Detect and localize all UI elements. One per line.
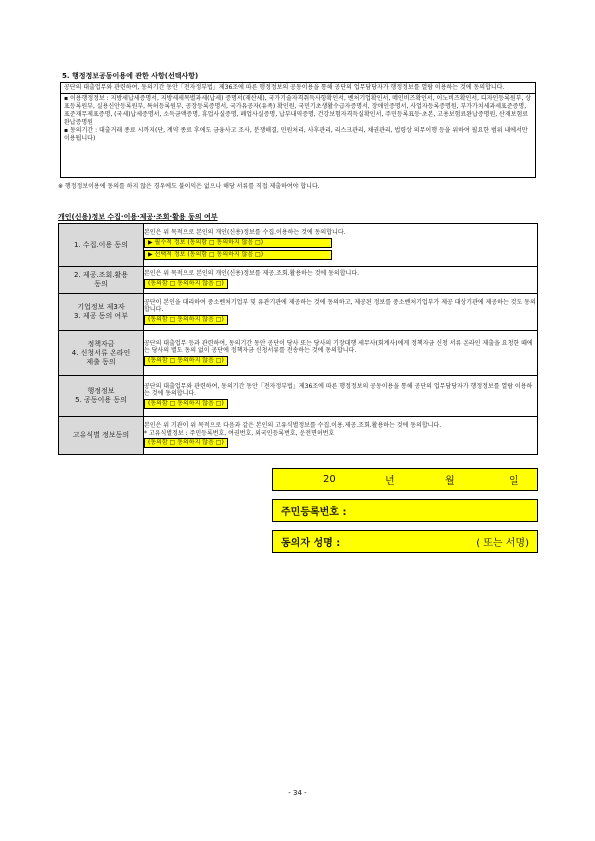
section5-note: ※ 행정정보이용에 동의를 하지 않은 경우에도 불이익은 없으나 해당 서류를 직접 제출하여야 합니다.: [58, 183, 320, 190]
unique-id-consent-option[interactable]: (동의함 □ 동의하지 않음 □): [144, 438, 228, 448]
row-text: 공단의 대출업무와 관련하여, 동의기간 동안「전자정부법」제36조에 따른 행정정보의 공동이용을 통해 공단의 업무담당자가 행정정보를 열람 이용하는 것에 동의합니다.: [144, 382, 533, 397]
consent-title: 개인(신용)정보 수집·이용·제공·조회·활용 동의 여부: [58, 213, 218, 221]
section5-info-list: ▪ 이용행정정보 : 지방세납세증명서, 지방세세목별과세(납세) 증명서(재산세), 국가기술자격취득사항확인서, 벤처기업확인서, 메인비즈확인서, 이노비즈확인서, 디자인등록원부, 상표등록원부, 실용신안등록원부, 특허등록원부, 공장등록증명서, 국가유공자(유족) 확인원, 국민기초생활수급자증명서, 장애인증명서, 사업자등록증명원, 부가가치세과세표준증명, 표준재무제표증명, (국세)납세증명서, 소득금액증명, 휴업사실증명, 폐업사실증명, 납부내역증명, 건강보험자격득실확인서, 주민등록표등·초본, 고용보험료완납증명원, 산재보험료완납증명원: [64, 95, 532, 126]
third-party-consent-option[interactable]: (동의함 □ 동의하지 않음 □): [144, 315, 228, 325]
row-content: [144, 294, 538, 331]
online-submit-consent-option[interactable]: (동의함 □ 동의하지 않음 □): [144, 356, 228, 366]
row-text: 본인은 위 목적으로 본인의 개인(신용)정보를 수집.이용하는 것에 동의합니다.: [144, 229, 346, 237]
row-content: [144, 376, 538, 417]
row-text: 공단이 본인을 대리하여 중소벤처기업부 및 유관기관에 제공하는 것에 동의하고, 제공된 정보를 중소벤처기업부가 제공 대상기관에 제공하는 것도 동의합니다.: [144, 298, 536, 313]
name-label: 동의자 성명 :: [281, 538, 341, 549]
page-number: - 34 -: [288, 789, 307, 797]
row-content: [144, 224, 538, 267]
row-label: 1. 수집.이용 동의: [59, 224, 144, 267]
row-text: 본인은 위 기관이 위 목적으로 다음과 같은 본인의 고유식별정보를 수집.이용.제공.조회.활용하는 것에 동의합니다.: [144, 422, 442, 429]
unique-id-list: * 고유식별정보 : 주민등록번호, 여권번호, 외국인등록번호, 운전면허번호: [144, 429, 335, 437]
optional-info-consent[interactable]: ▶ 선택적 정보 (동의함 □ 동의하지 않음 □): [144, 250, 332, 260]
consent-row-collect: [59, 224, 538, 267]
sign-hint: ( 또는 서명): [476, 538, 529, 549]
consent-row-online-submit: [59, 331, 538, 376]
section5-period: ▪ 동의기간 : 대출거래 종료 시까지(단, 계약 종료 후에도 금융사고 조사, 분쟁해결, 민원처리, 사후관리, 리스크관리, 채권관리, 법령상 의무이행 등을 위하여 필요한 범위 내에서만 이용됩니다): [64, 127, 528, 142]
row-label: 정책자금 4. 신청서류 온라인 제출 동의: [59, 331, 144, 376]
row-label: 고유식별 정보동의: [59, 417, 144, 455]
row-label: 2. 제공.조회.활용 동의: [59, 267, 144, 294]
admin-info-consent-option[interactable]: (동의함 □ 동의하지 않음 □): [144, 399, 228, 409]
row-label: 행정정보 5. 공동이용 동의: [59, 376, 144, 417]
section5-intro: 공단의 대출업무와 관련하여, 동의기간 동안「전자정부법」제36조에 따른 행정정보의 공동이용을 통해 공단의 업무담당자가 행정정보를 열람 이용하는 것에 동의합니다.: [61, 84, 535, 94]
row-label: 기업정보 제3자 3. 제공 동의 여부: [59, 294, 144, 331]
row-content: [144, 267, 538, 294]
consent-row-unique-id: [59, 417, 538, 455]
consent-row-provide: [59, 267, 538, 294]
row-content: [144, 417, 538, 455]
rrn-label: 주민등록번호 :: [281, 507, 347, 518]
row-text: 본인은 위 목적으로 본인의 개인(신용)정보를 제공.조회.활용하는 것에 동의합니다.: [144, 270, 360, 278]
consent-row-third-party: [59, 294, 538, 331]
required-info-consent[interactable]: ▶ 필수적 정보 (동의함 □ 동의하지 않음 □): [144, 238, 332, 248]
row-text: 공단의 대출업무 등과 관련하여, 동의기간 동안 공단이 당사 또는 당사의 기장대행 세무사(회계사)에게 정책자금 신청 서류 온라인 제출을 요청한 때에는 당사의 별도 동의 없이 공단에 정책자금 신청서류를 전송하는 것에 동의합니다.: [144, 339, 533, 354]
consent-row-admin-info: [59, 376, 538, 417]
row-content: [144, 331, 538, 376]
date-field[interactable]: 20 년 월 일: [272, 468, 538, 491]
rrn-field[interactable]: [272, 499, 538, 522]
section5-box: [60, 82, 536, 178]
consenter-name-field[interactable]: [272, 530, 538, 553]
section5-title: 5. 행정정보공동이용에 관한 사항(선택사항): [62, 72, 199, 80]
provide-consent-option[interactable]: (동의함 □ 동의하지 않음 □): [144, 279, 228, 289]
consent-table: [58, 223, 538, 455]
